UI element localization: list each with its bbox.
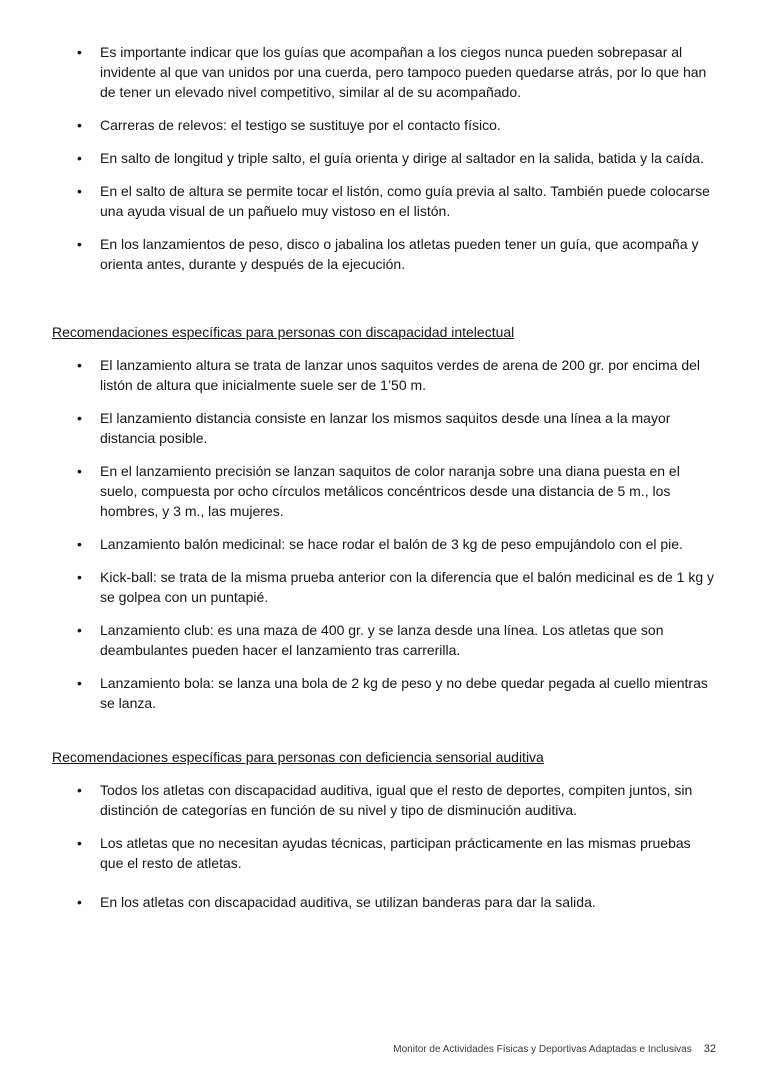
bullet-text: Lanzamiento balón medicinal: se hace rodar el balón de 3 kg de peso empujándolo con el pie. — [100, 536, 683, 552]
bullet-icon: • — [77, 183, 82, 199]
list-item — [52, 461, 716, 521]
bullet-text: Los atletas que no necesitan ayudas técnicas, participan prácticamente en las mismas pruebas que el resto de atletas. — [100, 835, 691, 871]
bullet-text: Kick-ball: se trata de la misma prueba anterior con la diferencia que el balón medicinal es de 1 kg y se golpea con un puntapié. — [100, 569, 714, 605]
bullet-icon: • — [77, 117, 82, 133]
list-item — [52, 355, 716, 395]
list-item — [52, 620, 716, 660]
bullet-text: En los atletas con discapacidad auditiva, se utilizan banderas para dar la salida. — [100, 894, 596, 910]
bullet-text: Lanzamiento bola: se lanza una bola de 2 kg de peso y no debe quedar pegada al cuello mientras se lanza. — [100, 675, 708, 711]
bullet-text: El lanzamiento altura se trata de lanzar unos saquitos verdes de arena de 200 gr. por encima del listón de altura que inicialmente suele ser de 1’50 m. — [100, 357, 701, 393]
list-item — [52, 42, 716, 102]
bullet-icon: • — [77, 150, 82, 166]
page-number: 32 — [703, 1043, 716, 1055]
bullet-icon: • — [77, 463, 82, 479]
bullet-text: Lanzamiento club: es una maza de 400 gr. y se lanza desde una línea. Los atletas que son deambulantes pueden hacer el lanzamiento tras carrerilla. — [100, 622, 664, 658]
bullet-icon: • — [77, 782, 82, 798]
section-heading-discapacidad-intelectual: Recomendaciones específicas para personas con discapacidad intelectual — [52, 324, 515, 340]
list-item — [52, 833, 716, 873]
list-item — [52, 148, 716, 168]
bullet-icon: • — [77, 569, 82, 585]
bullet-icon: • — [77, 835, 82, 851]
bullet-text: Es importante indicar que los guías que acompañan a los ciegos nunca pueden sobrepasar al invidente al que van unidos por una cuerda, pero tampoco pueden quedarse atrás, por lo que han de tener un elevado nivel competitivo, similar al de su acompañado. — [100, 44, 707, 100]
bullet-icon: • — [77, 536, 82, 552]
list-item — [52, 673, 716, 713]
bullet-text: En salto de longitud y triple salto, el guía orienta y dirige al saltador en la salida, batida y la caída. — [100, 150, 704, 166]
bullet-text: En los lanzamientos de peso, disco o jabalina los atletas pueden tener un guía, que acompaña y orienta antes, durante y después de la ejecución. — [100, 236, 699, 272]
section-deficiencia-auditiva — [52, 780, 716, 925]
bullet-icon: • — [77, 236, 82, 252]
bullet-icon: • — [77, 357, 82, 373]
list-item — [52, 115, 716, 135]
bullet-text: Carreras de relevos: el testigo se sustituye por el contacto físico. — [100, 117, 501, 133]
bullet-icon: • — [77, 894, 82, 910]
list-item — [52, 408, 716, 448]
bullet-text: El lanzamiento distancia consiste en lanzar los mismos saquitos desde una línea a la mayor distancia posible. — [100, 410, 671, 446]
list-item — [52, 181, 716, 221]
list-item — [52, 234, 716, 274]
bullet-icon: • — [77, 622, 82, 638]
bullet-text: En el lanzamiento precisión se lanzan saquitos de color naranja sobre una diana puesta en el suelo, compuesta por ocho círculos metálicos concéntricos desde una distancia de 5 m., los hombres, y 3 m., las mujeres. — [100, 463, 680, 519]
bullet-icon: • — [77, 410, 82, 426]
list-item — [52, 567, 716, 607]
section-discapacidad-intelectual — [52, 355, 716, 726]
list-item — [52, 534, 716, 554]
footer-title: Monitor de Actividades Físicas y Deportivas Adaptadas e Inclusivas — [393, 1044, 692, 1055]
section-guias-ciegos — [52, 42, 716, 287]
bullet-text: En el salto de altura se permite tocar el listón, como guía previa al salto. También puede colocarse una ayuda visual de un pañuelo muy vistoso en el listón. — [100, 183, 710, 219]
list-item — [52, 892, 716, 912]
page-footer — [393, 1043, 716, 1055]
bullet-text: Todos los atletas con discapacidad auditiva, igual que el resto de deportes, compiten juntos, sin distinción de categorías en función de su nivel y tipo de disminución auditiva. — [100, 782, 693, 818]
bullet-icon: • — [77, 44, 82, 60]
section-heading-deficiencia-auditiva: Recomendaciones específicas para personas con deficiencia sensorial auditiva — [52, 749, 544, 765]
bullet-icon: • — [77, 675, 82, 691]
list-item — [52, 780, 716, 820]
